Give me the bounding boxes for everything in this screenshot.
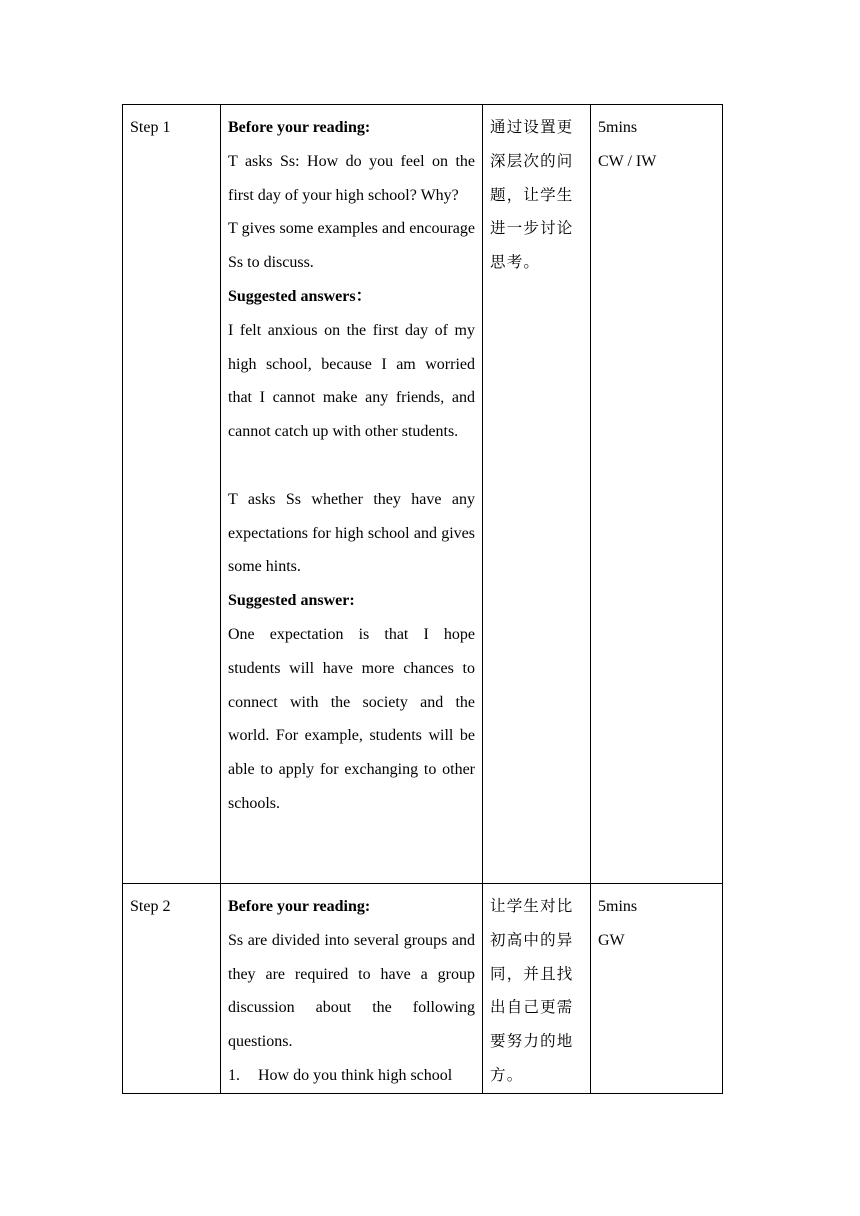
time-duration: 5mins bbox=[598, 119, 638, 136]
step-cell bbox=[123, 105, 221, 884]
work-mode: GW bbox=[598, 931, 625, 949]
procedure-text: T asks Ss: How do you feel on the first day of your high school? Why? bbox=[228, 152, 475, 204]
list-item-text: How do you think high school bbox=[258, 1066, 453, 1084]
table-row bbox=[123, 105, 723, 884]
step-label: Step 2 bbox=[130, 898, 171, 915]
blank-line bbox=[228, 449, 475, 483]
table-row bbox=[123, 884, 723, 1094]
procedure-text: Ss are divided into several groups and they are required to have a group discussion about the following questions. bbox=[228, 931, 475, 1051]
list-number: 1. bbox=[228, 1066, 240, 1084]
work-mode: CW / IW bbox=[598, 152, 657, 170]
lesson-plan-table bbox=[122, 104, 723, 1094]
suggested-answer-text: I felt anxious on the first day of my high school, because I am worried that I cannot make any friends, and cannot catch up with other students. bbox=[228, 321, 475, 441]
section-heading: Before your reading: bbox=[228, 119, 371, 136]
procedure-text: T asks Ss whether they have any expectations for high school and gives some hints. bbox=[228, 490, 475, 576]
suggested-answer-text: One expectation is that I hope students will have more chances to connect with the society and the world. For example, students will be able to apply for exchanging to other schools. bbox=[228, 625, 475, 812]
time-duration: 5mins bbox=[598, 898, 638, 915]
suggested-answers-heading: Suggested answers： bbox=[228, 287, 372, 305]
purpose-cell bbox=[483, 105, 591, 884]
procedure-cell bbox=[221, 884, 483, 1094]
suggested-answer-heading: Suggested answer: bbox=[228, 592, 355, 610]
purpose-text: 通过设置更深层次的问题，让学生进一步讨论思考。 bbox=[490, 118, 574, 272]
purpose-text: 让学生对比初高中的异同，并且找出自己更需要努力的地方。 bbox=[490, 897, 574, 1084]
time-cell bbox=[591, 105, 723, 884]
purpose-cell bbox=[483, 884, 591, 1094]
step-cell bbox=[123, 884, 221, 1094]
procedure-cell bbox=[221, 105, 483, 884]
procedure-text: T gives some examples and encourage Ss to discuss. bbox=[228, 220, 475, 272]
question-list-item bbox=[228, 1059, 475, 1093]
time-cell bbox=[591, 884, 723, 1094]
step-label: Step 1 bbox=[130, 119, 171, 136]
section-heading: Before your reading: bbox=[228, 898, 371, 915]
